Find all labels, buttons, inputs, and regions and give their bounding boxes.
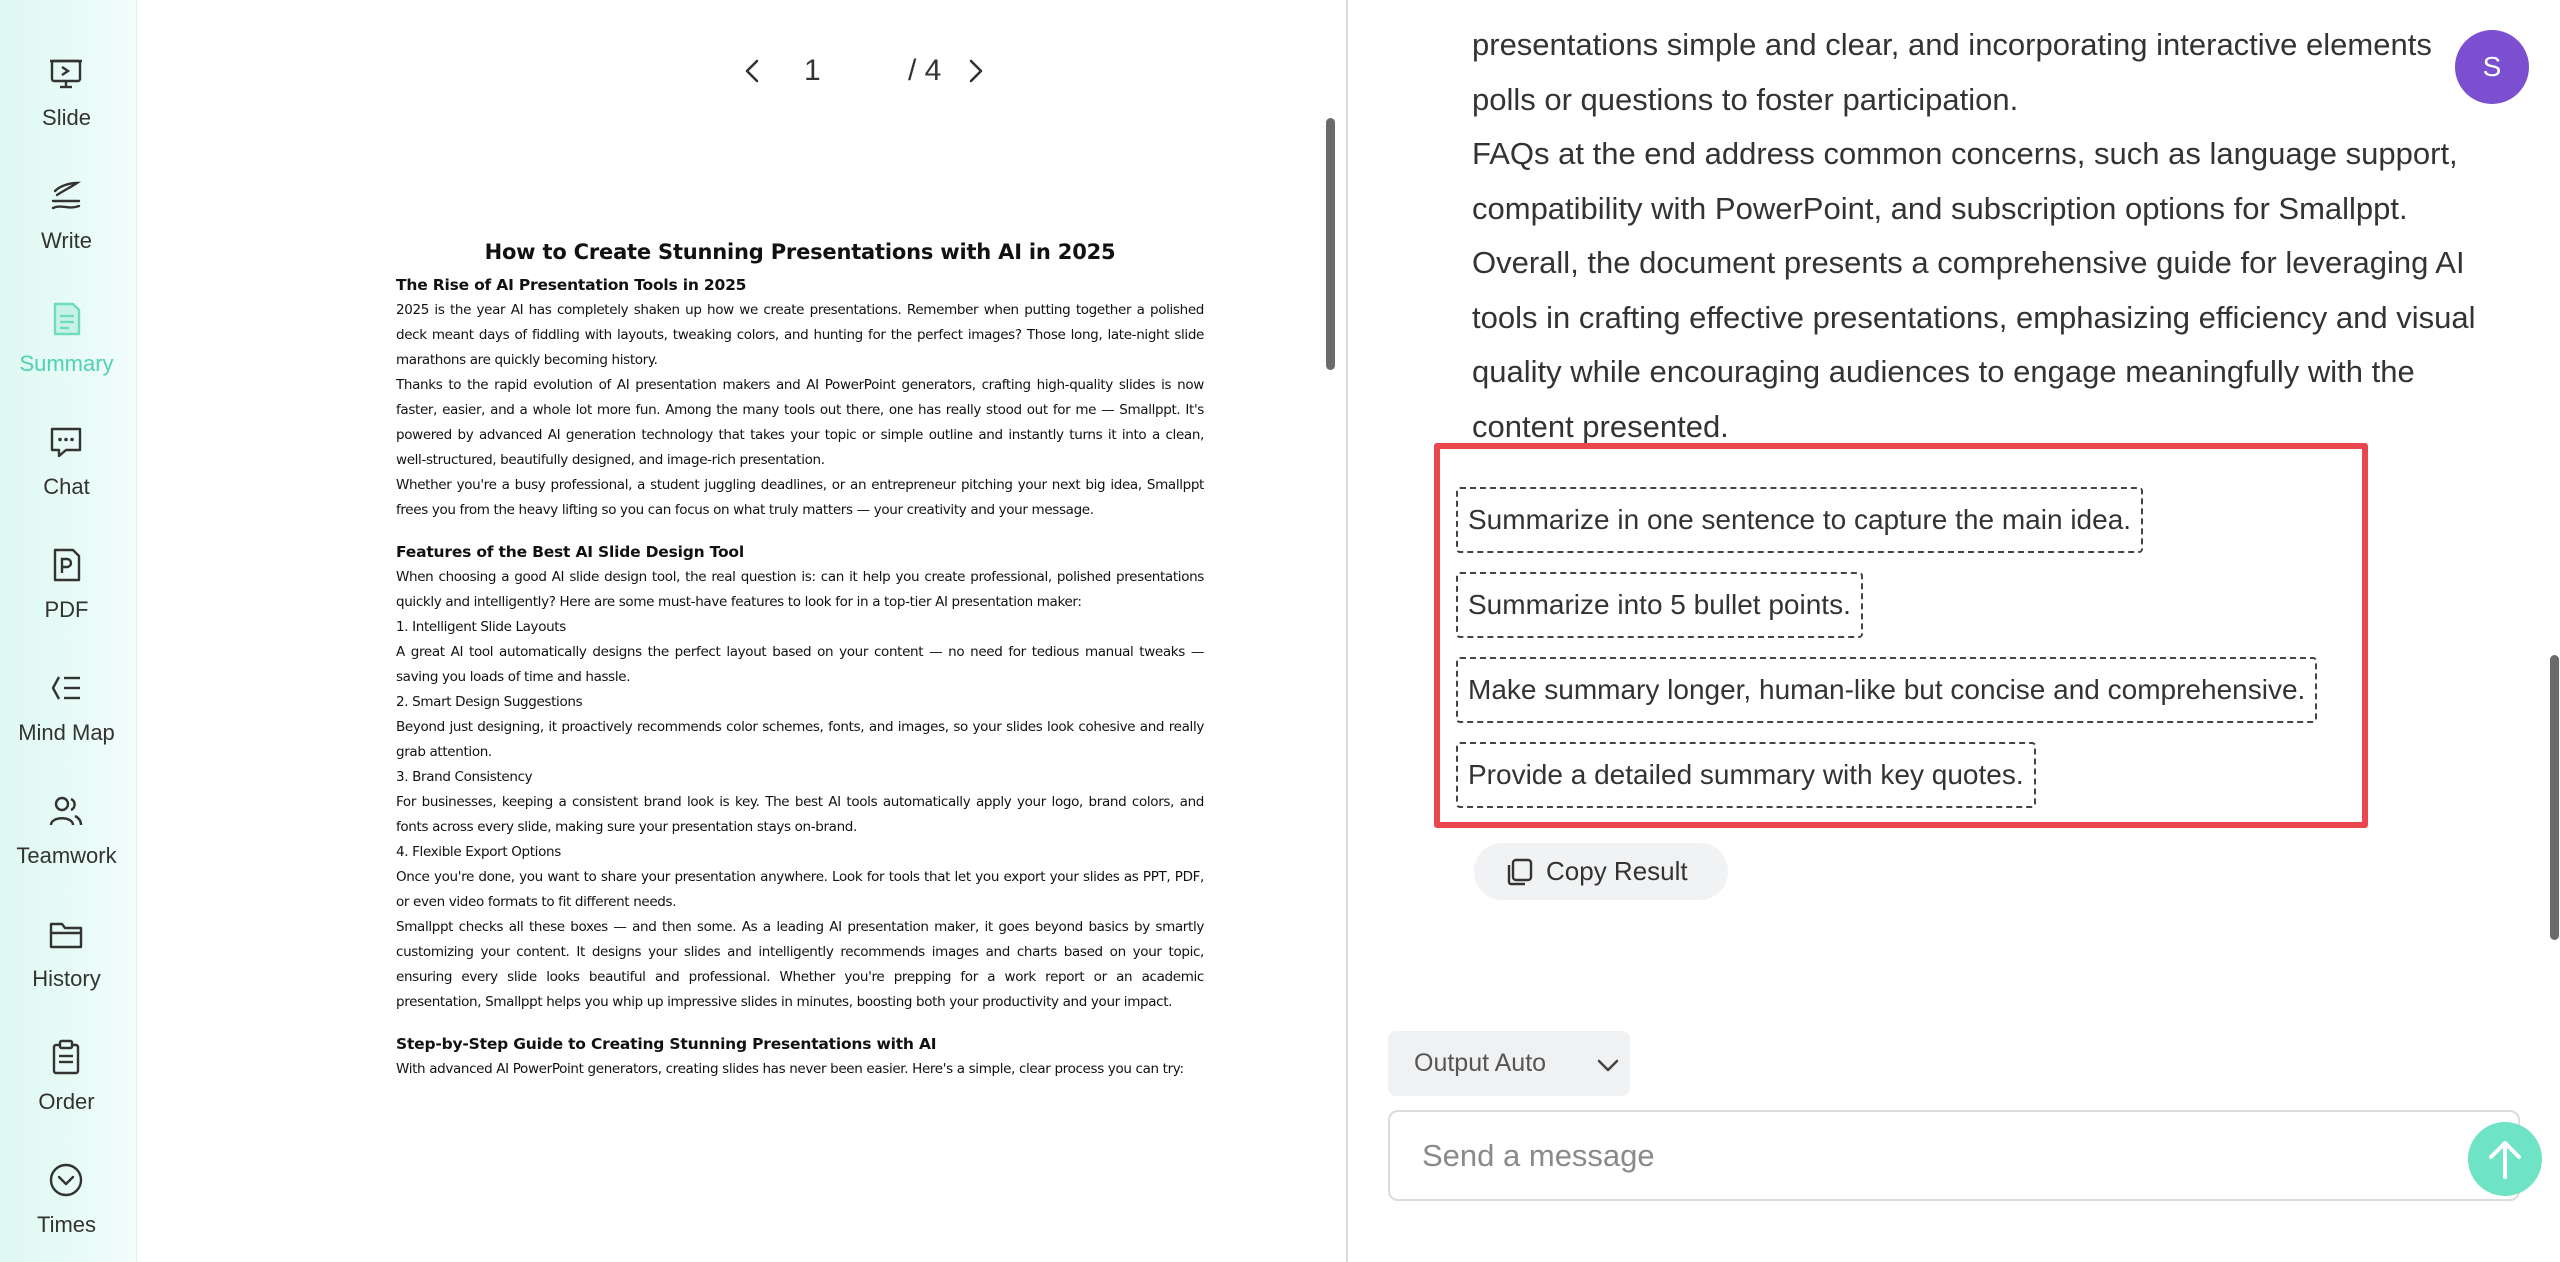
section-heading: The Rise of AI Presentation Tools in 2025: [396, 276, 747, 294]
pdf-viewer: [138, 0, 1348, 1262]
paragraph: Smallppt checks all these boxes — and then some. As a leading AI presentation maker, it goes beyond basics by smartly customizing your content. It designs your slides and intelligently recommends images and charts based on your topic, ensuring every slide looks beautiful and professional. Whether you're prepping for a work report or an academic presentation, Smallppt helps you whip up impressive slides in minutes, boosting both your productivity and your impact.: [396, 919, 1204, 1010]
paragraph: Thanks to the rapid evolution of AI presentation makers and AI PowerPoint generators, crafting high-quality slides is now faster, easier, and a whole lot more fun. Among the many tools out there, one has really stood out for me — Smallppt. It's powered by advanced AI generation technology that takes your topic or simple outline and instantly turns it into a clean, well-structured, beautifully designed, and image-rich presentation.: [396, 377, 1204, 468]
suggestion-five-bullets[interactable]: Summarize into 5 bullet points.: [1456, 572, 1863, 638]
sidebar-item-pdf[interactable]: [0, 534, 133, 644]
summary-line: polls or questions to foster participation.: [1472, 81, 2019, 117]
document-section: [396, 543, 1204, 1015]
suggestion-one-sentence[interactable]: Summarize in one sentence to capture the main idea.: [1456, 487, 2143, 553]
sidebar-item-times[interactable]: [0, 1149, 133, 1259]
sidebar-item-label: History: [32, 966, 101, 991]
pdf-scrollbar[interactable]: [1326, 118, 1335, 370]
chevron-left-icon[interactable]: [738, 56, 768, 86]
sidebar-item-history[interactable]: [0, 903, 133, 1013]
sidebar-item-label: Summary: [19, 351, 114, 376]
paragraph: Once you're done, you want to share your presentation anywhere. Look for tools that let you export your slides as PPT, PDF, or even video formats to fit different needs.: [396, 869, 1204, 910]
sidebar-item-label: Times: [36, 1212, 97, 1237]
sidebar-item-slide[interactable]: [0, 42, 133, 152]
suggestion-highlight-box: [1434, 443, 2368, 828]
document-section: [396, 1035, 1204, 1082]
chat-bubble-icon: [47, 423, 85, 461]
section-heading: Step-by-Step Guide to Creating Stunning Presentations with AI: [396, 1035, 937, 1053]
pdf-page-content: [396, 240, 1204, 1102]
output-language-select[interactable]: [1388, 1031, 1630, 1096]
summary-line: Overall, the document presents a comprehensive guide for leveraging AI: [1472, 245, 2465, 280]
summary-line: content presented.: [1472, 408, 1729, 444]
copy-icon: [1504, 857, 1534, 887]
total-pages: / 4: [908, 54, 942, 87]
paragraph: 1. Intelligent Slide Layouts: [396, 619, 566, 635]
paragraph: 3. Brand Consistency: [396, 769, 533, 785]
summary-scrollbar[interactable]: [2550, 655, 2559, 940]
summary-line: tools in crafting effective presentations, emphasizing efficiency and visual: [1472, 299, 2476, 335]
paragraph: Whether you're a busy professional, a student juggling deadlines, or an entrepreneur pitching your next big idea, Smallppt frees you from the heavy lifting so you can focus on what truly matters — your creativity and your message.: [396, 477, 1204, 518]
folder-icon: [47, 915, 85, 953]
sidebar-item-label: PDF: [44, 597, 89, 622]
sidebar-item-order[interactable]: [0, 1026, 133, 1136]
sidebar-item-label: Mind Map: [18, 720, 115, 745]
sidebar-item-chat[interactable]: [0, 411, 133, 521]
sidebar-item-label: Slide: [42, 105, 91, 130]
avatar[interactable]: S: [2455, 30, 2529, 104]
message-input[interactable]: [1422, 1130, 2382, 1182]
output-select-label: Output Auto: [1414, 1049, 1547, 1077]
pagination: [738, 50, 1008, 94]
sidebar-item-summary[interactable]: [0, 288, 133, 398]
arrow-up-icon: [2485, 1137, 2525, 1181]
copy-result-label: Copy Result: [1546, 856, 1688, 886]
paragraph: 4. Flexible Export Options: [396, 844, 561, 860]
summary-line: presentations simple and clear, and incorporating interactive elements: [1472, 27, 2432, 62]
team-icon: [47, 792, 85, 830]
presentation-icon: [47, 54, 85, 92]
sidebar: [0, 0, 137, 1262]
sidebar-item-label: Order: [38, 1089, 95, 1114]
sidebar-item-label: Teamwork: [16, 843, 117, 868]
pen-icon: [47, 177, 85, 215]
clipboard-icon: [47, 1038, 85, 1076]
send-button[interactable]: [2468, 1122, 2542, 1196]
summary-result-text: [1472, 18, 2476, 454]
mind-map-icon: [47, 669, 85, 707]
document-title: How to Create Stunning Presentations with AI in 2025: [484, 240, 1116, 264]
pdf-icon: [47, 546, 85, 584]
sidebar-item-label: Chat: [43, 474, 90, 499]
paragraph: For businesses, keeping a consistent brand look is key. The best AI tools automatically apply your logo, brand colors, and fonts across every slide, making sure your presentation stays on-brand.: [396, 794, 1204, 835]
paragraph: When choosing a good AI slide design tool, the real question is: can it help you create professional, polished presentations quickly and intelligently? Here are some must-have features to look for in a top-tier AI presentation maker:: [396, 569, 1204, 610]
sidebar-item-teamwork[interactable]: [0, 780, 133, 890]
message-composer: [1388, 1110, 2520, 1201]
paragraph: 2025 is the year AI has completely shaken up how we create presentations. Remember when putting together a polished deck meant days of fiddling with layouts, tweaking colors, and hunting for the perfect images? Those long, late-night slide marathons are quickly becoming history.: [396, 302, 1204, 368]
sidebar-item-write[interactable]: [0, 165, 133, 275]
summary-line: quality while encouraging audiences to engage meaningfully with the: [1472, 354, 2415, 389]
document-section: [396, 276, 1204, 523]
summary-line: compatibility with PowerPoint, and subscription options for Smallppt.: [1472, 190, 2408, 226]
sidebar-item-label: Write: [41, 228, 92, 253]
current-page-input[interactable]: 1: [804, 54, 821, 87]
paragraph: 2. Smart Design Suggestions: [396, 694, 583, 710]
paragraph: A great AI tool automatically designs the perfect layout based on your content — no need for tedious manual tweaks — saving you loads of time and hassle.: [396, 644, 1204, 685]
copy-result-button[interactable]: [1474, 843, 1728, 900]
chevron-circle-icon: [47, 1161, 85, 1199]
paragraph: With advanced AI PowerPoint generators, creating slides has never been easier. Here's a simple, clear process you can try:: [396, 1061, 1184, 1077]
paragraph: Beyond just designing, it proactively recommends color schemes, fonts, and images, so your slides look cohesive and really grab attention.: [396, 719, 1204, 760]
summary-chat-panel: [1350, 0, 2560, 1262]
summary-line: FAQs at the end address common concerns, such as language support,: [1472, 136, 2458, 171]
summary-document-icon: [47, 300, 85, 338]
suggestion-longer-summary[interactable]: Make summary longer, human-like but concise and comprehensive.: [1456, 657, 2317, 723]
chevron-down-icon: [1596, 1053, 1620, 1077]
sidebar-item-mind-map[interactable]: [0, 657, 133, 767]
section-heading: Features of the Best AI Slide Design Tool: [396, 543, 744, 561]
suggestion-key-quotes[interactable]: Provide a detailed summary with key quotes.: [1456, 742, 2036, 808]
chevron-right-icon[interactable]: [960, 56, 990, 86]
